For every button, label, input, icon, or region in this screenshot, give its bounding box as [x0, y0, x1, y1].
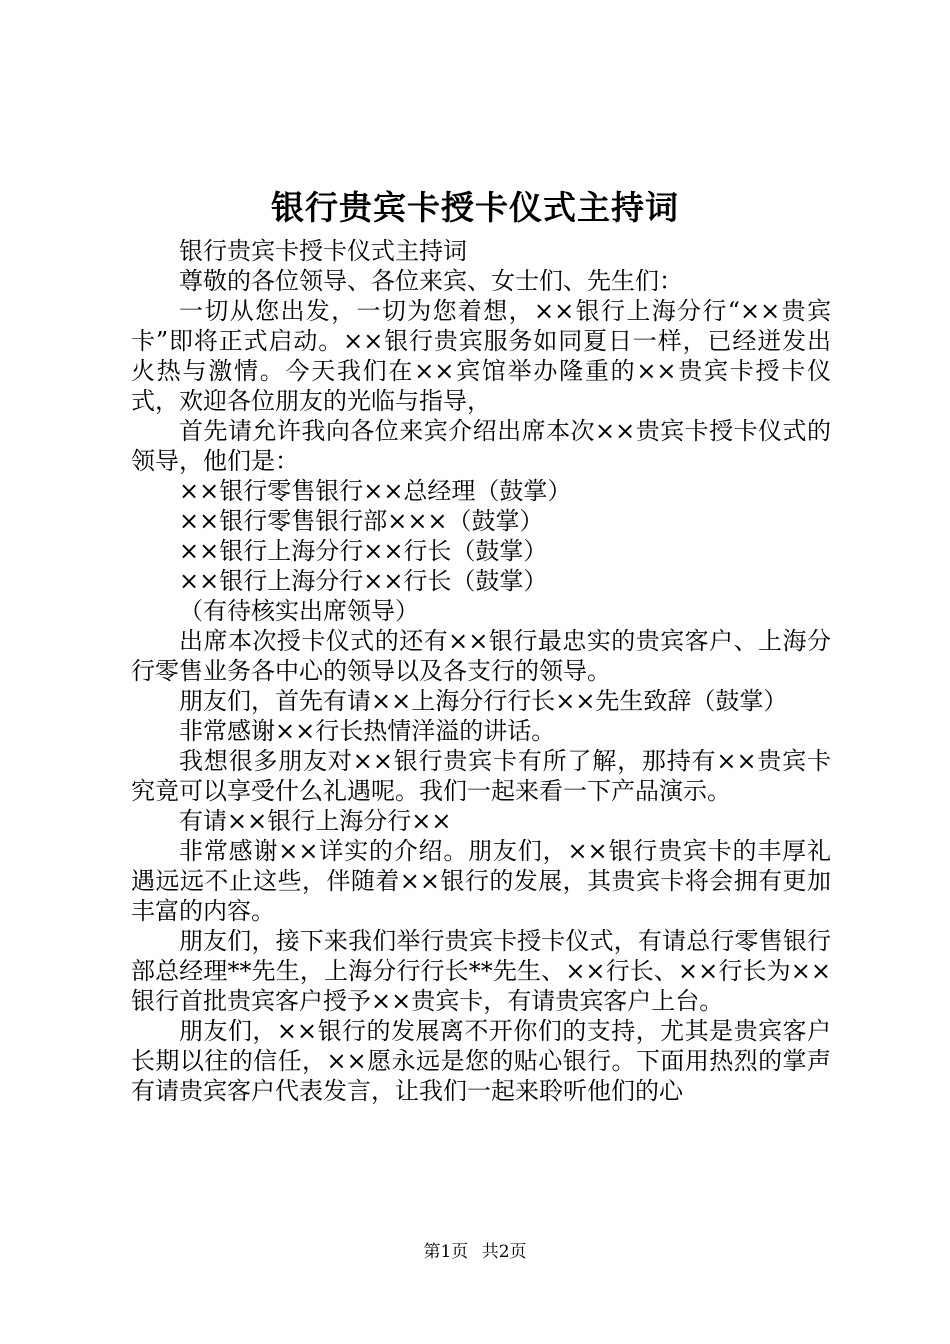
paragraph: 朋友们，首先有请××上海分行行长××先生致辞（鼓掌）	[179, 687, 788, 715]
page-footer	[0, 1240, 950, 1264]
page-number-total: 共2页	[481, 1242, 527, 1262]
paragraph: ××银行零售银行部×××（鼓掌）	[179, 507, 544, 535]
paragraph: 我想很多朋友对××银行贵宾卡有所了解，那持有××贵宾卡究竟可以享受什么礼遇呢。我们一起来看一下产品演示。	[131, 747, 831, 805]
paragraph: 朋友们，××银行的发展离不开你们的支持，尤其是贵宾客户长期以往的信任，××愿永远是您的贴心银行。下面用热烈的掌声有请贵宾客户代表发言，让我们一起来聆听他们的心	[131, 1017, 831, 1105]
paragraph: 银行贵宾卡授卡仪式主持词	[179, 237, 467, 265]
paragraph: ××银行上海分行××行长（鼓掌）	[179, 537, 548, 565]
paragraph: ××银行零售银行××总经理（鼓掌）	[179, 477, 572, 505]
document-title: 银行贵宾卡授卡仪式主持词	[271, 188, 679, 227]
paragraph: 出席本次授卡仪式的还有××银行最忠实的贵宾客户、上海分行零售业务各中心的领导以及各支行的领导。	[131, 627, 831, 685]
paragraph: 非常感谢××详实的介绍。朋友们，××银行贵宾卡的丰厚礼遇远远不止这些，伴随着××银行的发展，其贵宾卡将会拥有更加丰富的内容。	[131, 837, 831, 925]
page-number-current: 第1页	[423, 1242, 469, 1262]
paragraph: （有待核实出席领导）	[179, 597, 419, 625]
paragraph: 尊敬的各位领导、各位来宾、女士们、先生们：	[179, 267, 683, 295]
paragraph: 首先请允许我向各位来宾介绍出席本次××贵宾卡授卡仪式的领导，他们是：	[131, 417, 831, 475]
paragraph: 朋友们，接下来我们举行贵宾卡授卡仪式，有请总行零售银行部总经理**先生，上海分行行长**先生、××行长、××行长为××银行首批贵宾客户授予××贵宾卡，有请贵宾客户上台。	[131, 927, 831, 1015]
paragraph: ××银行上海分行××行长（鼓掌）	[179, 567, 548, 595]
document-body	[131, 236, 831, 1106]
paragraph: 一切从您出发，一切为您着想，××银行上海分行“××贵宾卡”即将正式启动。××银行贵宾服务如同夏日一样，已经迸发出火热与激情。今天我们在××宾馆举办隆重的××贵宾卡授卡仪式，欢迎各位朋友的光临与指导，	[131, 297, 831, 415]
paragraph: 非常感谢××行长热情洋溢的讲话。	[179, 717, 556, 745]
paragraph: 有请××银行上海分行××	[179, 807, 452, 835]
